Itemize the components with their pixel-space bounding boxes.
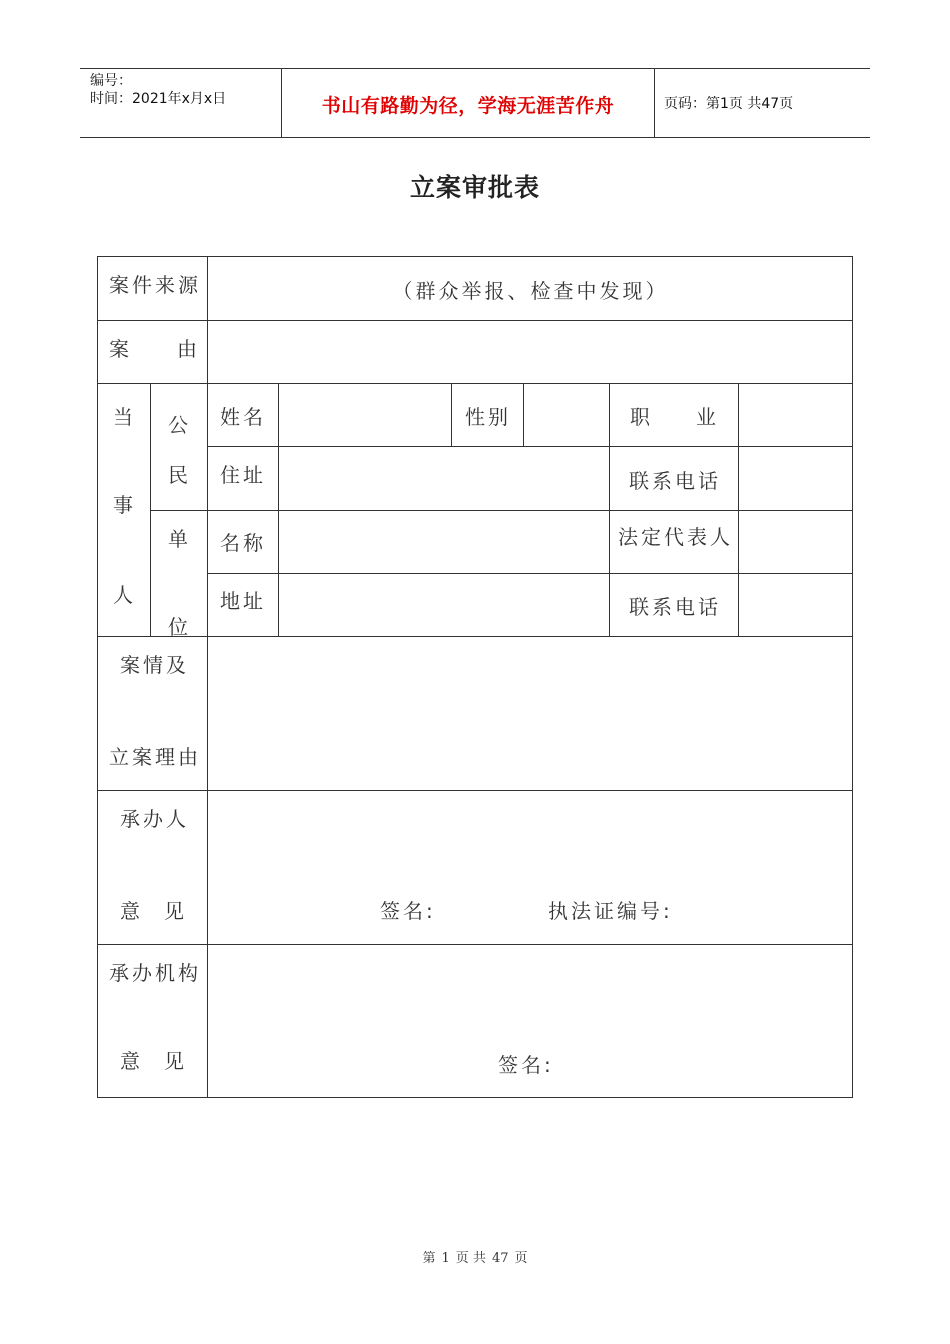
code-label: 编号： xyxy=(90,73,132,89)
footer-mid: 页 共 xyxy=(455,1251,486,1266)
column-divider xyxy=(278,383,279,636)
page-footer xyxy=(0,1247,950,1266)
agency-opinion-label: 见 xyxy=(164,1049,184,1073)
page-title: 立案审批表 xyxy=(409,173,540,202)
case-cause-label: 由 xyxy=(177,337,197,361)
row-divider xyxy=(150,510,853,511)
handler-opinion-label: 见 xyxy=(164,899,184,923)
phone-label: 联系电话 xyxy=(629,469,721,493)
occupation-label: 职 xyxy=(630,405,650,429)
citizen-label-char: 民 xyxy=(168,463,188,487)
handler-cert-number-label: 执法证编号: xyxy=(548,899,673,923)
case-details-label: 案情及 xyxy=(120,653,189,677)
agency-signature-label: 签名: xyxy=(498,1053,554,1077)
case-cause-label: 案 xyxy=(109,337,129,361)
handler-opinion-label: 承办人 xyxy=(120,807,189,831)
org-name-label: 名称 xyxy=(220,531,266,555)
unit-label-char: 单 xyxy=(168,527,188,551)
time-label: 时间：2021年x月x日 xyxy=(90,91,227,107)
party-label-char: 当 xyxy=(113,405,133,429)
org-address-label: 地址 xyxy=(220,589,266,613)
handler-signature-label: 签名: xyxy=(380,899,436,923)
footer-total-pages: 47 xyxy=(491,1251,509,1266)
party-label-char: 人 xyxy=(113,583,133,607)
row-divider xyxy=(98,320,853,321)
header-page-info: 页码：第1页 共47页 xyxy=(664,96,794,112)
approval-form-table xyxy=(97,256,853,1098)
row-divider xyxy=(98,790,853,791)
org-phone-label: 联系电话 xyxy=(629,595,721,619)
row-divider xyxy=(98,636,853,637)
case-source-label: 案件来源 xyxy=(109,273,201,297)
header-motto: 书山有路勤为径，学海无涯苦作舟 xyxy=(321,95,615,117)
row-divider xyxy=(207,573,853,574)
gender-label: 性别 xyxy=(465,405,511,429)
row-divider xyxy=(98,944,853,945)
column-divider xyxy=(150,383,151,636)
document-header xyxy=(80,68,870,138)
header-meta xyxy=(90,72,226,108)
column-divider xyxy=(523,383,524,446)
citizen-label-char: 公 xyxy=(168,413,188,437)
handler-opinion-label: 意 xyxy=(120,899,140,923)
footer-suffix: 页 xyxy=(514,1251,528,1266)
address-label: 住址 xyxy=(220,463,266,487)
column-divider xyxy=(609,383,610,636)
column-divider xyxy=(738,383,739,636)
party-label-char: 事 xyxy=(113,493,133,517)
case-reason-label: 立案理由 xyxy=(109,745,201,769)
row-divider xyxy=(98,383,853,384)
agency-opinion-label: 承办机构 xyxy=(109,961,201,985)
unit-label-char: 位 xyxy=(168,615,188,639)
name-label: 姓名 xyxy=(220,405,266,429)
header-divider xyxy=(654,69,655,137)
agency-opinion-label: 意 xyxy=(120,1049,140,1073)
case-source-value: （群众举报、检查中发现） xyxy=(392,279,669,303)
column-divider xyxy=(207,257,208,1098)
row-divider xyxy=(207,446,853,447)
legal-representative-label: 法定代表人 xyxy=(618,525,733,549)
column-divider xyxy=(451,383,452,446)
occupation-label: 业 xyxy=(696,405,716,429)
footer-prefix: 第 xyxy=(422,1251,436,1266)
footer-page-number: 1 xyxy=(441,1251,450,1266)
